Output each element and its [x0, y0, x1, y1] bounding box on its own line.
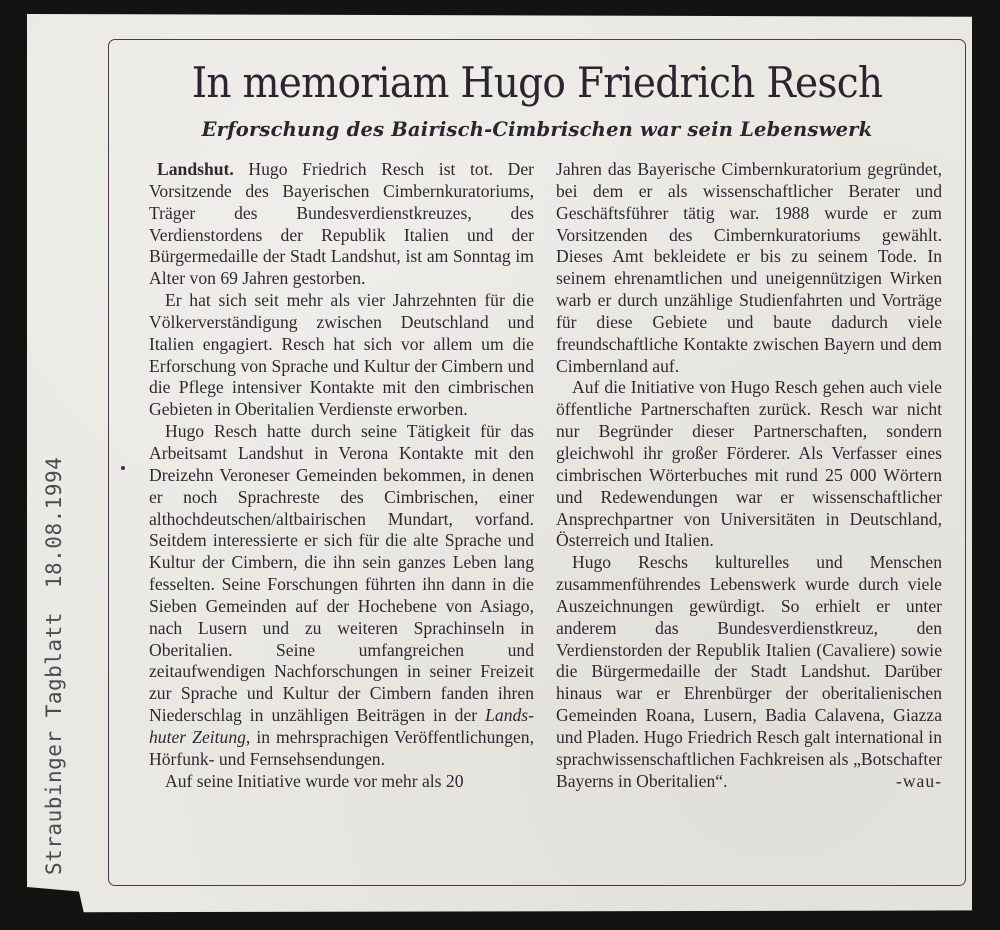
headline: In memoriam Hugo Friedrich Resch	[191, 58, 883, 107]
paragraph-text: , in mehrsprachigen Veröffentlichungen, Hörfunk- und Fernsehsendungen.	[149, 726, 534, 769]
article-column-left	[149, 159, 534, 792]
article-paragraph	[149, 159, 534, 290]
source-stamp	[42, 457, 66, 875]
article-paragraph: Auf die Initiative von Hugo Resch gehen auch viele öffentliche Partnerschaften zurück. Resch war nicht nur Begründer dieser Partnerschaften, sondern gleichwohl ihr großer Förderer. Als Verfasser eines cimbrischen Wörterbuches mit rund 25 000 Wörtern und Redewendungen war er wissenschaftlicher Ansprechpartner von Universitäten in Deutschland, Österreich und Italien.	[556, 377, 942, 551]
newspaper-reference: Landshuter Zeitung	[149, 705, 534, 747]
article-paragraph: Er hat sich seit mehr als vier Jahrzehnten für die Völkerverständigung zwischen Deutschland und Italien engagiert. Resch hat sich vor allem um die Erforschung von Sprache und Kultur der Cimbern und die Pflege intensiver Kontakte mit den cimbrischen Gebieten in Oberitalien Verdienste erworben.	[149, 290, 534, 420]
paragraph-text: Hugo Resch hatte durch seine Tätigkeit für das Arbeitsamt Landshut in Verona Kontakte mit den Dreizehn Veroneser Gemeinden bekommen, in denen er noch Sprachreste des Cimbrischen, einer althochdeutschen/altbairischen Mundart, vorfand. Seitdem interessierte er sich für die alte Sprache und Kultur der Cimbern, die ihn sein ganzes Leben lang fesselten. Seine Forschungen führten ihn dann in die Sieben Gemeinden auf der Hochebene von Asiago, nach Lusern und zu weiteren Sprachinseln in Oberitalien. Seine umfangreichen und zeitaufwendigen Nachforschungen in seiner Freizeit zur Sprache und Kultur der Cimbern fanden ihren Niederschlag in unzähligen Beiträgen in der	[149, 421, 534, 726]
ink-speck	[121, 466, 125, 470]
article-paragraph: Hugo Reschs kulturelles und Menschen zusammenführendes Lebenswerk wurde durch viele Auszeichnungen gewürdigt. So erhielt er unter anderem das Bundesverdienstkreuz, den Verdienstorden der Republik Italien (Cavaliere) sowie die Bürgermedaille der Stadt Landshut. Darüber hinaus war er Ehrenbürger der oberitalienischen Gemeinden Roana, Lusern, Badia Calavena, Giazza und Pladen. Hugo Friedrich Resch galt international in sprachwissenschaftlichen Fachkreisen als „Botschafter Bayerns in Oberitalien“.	[556, 552, 942, 791]
article-paragraph: Jahren das Bayerische Cimbernkuratorium gegründet, bei dem er als wissenschaftlicher Berater und Geschäftsführer tätig war. 1988 wurde er zum Vorsitzenden des Cimbernkuratoriums gewählt. Dieses Amt bekleidete er bis zu seinem Tode. In seinem ehrenamtlichen und uneigennützigen Wirken warb er durch unzählige Studienfahrten und Vorträge für diese Gebiete und baute dadurch viele freundschaftliche Kontakte zwischen Bayern und dem Cimbernland auf.	[556, 159, 942, 376]
article-column-right	[556, 159, 942, 792]
author-signature: -wau-	[895, 770, 942, 791]
newspaper-name: Straubinger Tagblatt	[42, 612, 66, 875]
dateline: Landshut.	[157, 159, 234, 179]
paragraph-text: Hugo Friedrich Resch ist tot. Der Vorsitzende des Bayerischen Cimbernkuratoriums, Träger des Bundesverdienstkreuzes, des Verdienstordens der Republik Italien und der Bürgermedaille der Stadt Landshut, ist am Sonntag im Alter von 69 Jahren gestorben.	[149, 159, 534, 289]
subheadline: Erforschung des Bairisch-Cimbrischen war sein Lebenswerk	[201, 118, 873, 141]
article-paragraph: Auf seine Initiative wurde vor mehr als 20	[165, 770, 464, 791]
publication-date: 18.08.1994	[42, 456, 66, 589]
article-paragraph	[149, 421, 534, 771]
